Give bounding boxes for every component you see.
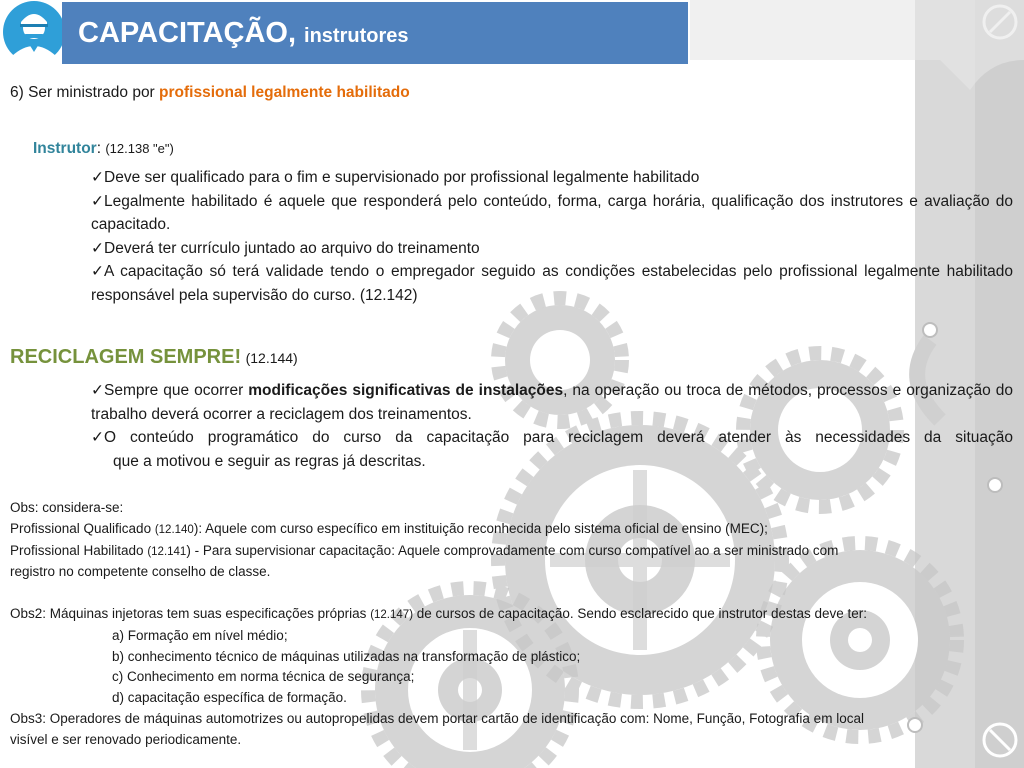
engineer-avatar-icon xyxy=(2,0,66,64)
obs3-line: Obs3: Operadores de máquinas automotrizes ou autopropelidas devem portar cartão de identificação com: Nome, Função, Fotografia em local xyxy=(10,710,864,726)
section-intro-prefix: 6) Ser ministrado por xyxy=(10,84,160,101)
obs-ref: (12.140 xyxy=(154,523,194,536)
section-intro xyxy=(10,84,410,102)
list-item xyxy=(91,237,1013,261)
instrutor-label: Instrutor xyxy=(33,140,97,157)
obs2-text: Obs2: Máquinas injetoras tem suas especificações próprias xyxy=(10,605,371,621)
list-item xyxy=(91,166,1013,190)
reciclagem-ref: (12.144) xyxy=(245,350,298,366)
obs3-line-cont: visível e ser renovado periodicamente. xyxy=(10,731,242,747)
obs2-text: de cursos de capacitação. Sendo esclarecido que instrutor destas deve ter: xyxy=(413,605,868,621)
obs-profissional-qualificado xyxy=(10,519,1010,541)
list-item-continuation xyxy=(91,450,1013,474)
check-icon: ✓ xyxy=(91,192,104,210)
bullet-text: A capacitação só terá validade tendo o empregador seguido as condições estabelecidas pelo profissional legalmente habilitado responsável pela supervisão do curso. (12.142) xyxy=(91,263,1013,304)
list-item xyxy=(91,426,1013,450)
instrutor-colon: : xyxy=(96,140,102,157)
instrutor-ref: (12.138 "e") xyxy=(105,141,174,156)
obs2-item: a) Formação em nível médio; xyxy=(112,627,288,643)
check-icon: ✓ xyxy=(91,239,104,257)
obs-label: Profissional Qualificado xyxy=(10,520,155,536)
instrutor-bullet-list xyxy=(91,166,1013,307)
instrutor-heading xyxy=(33,140,174,158)
reciclagem-bullet-list xyxy=(91,379,1013,473)
obs-title: Obs: considera-se: xyxy=(10,500,124,515)
list-item xyxy=(91,260,1013,307)
bullet-text: Deverá ter currículo juntado ao arquivo do treinamento xyxy=(104,239,480,257)
bullet-text: O conteúdo programático do curso da capacitação para reciclagem deverá atender às necessidades da situação xyxy=(104,429,1013,446)
obs2-line xyxy=(10,604,1010,626)
obs-profissional-habilitado-cont: registro no competente conselho de classe. xyxy=(10,564,271,580)
bullet-text: que a motivou e seguir as regras já descritas. xyxy=(113,452,426,470)
obs2-item: d) capacitação específica de formação. xyxy=(112,690,347,706)
bullet-text: Deve ser qualificado para o fim e supervisionado por profissional legalmente habilitado xyxy=(104,169,700,186)
check-icon: ✓ xyxy=(91,429,104,446)
obs2-item: b) conhecimento técnico de máquinas utilizadas na transformação de plástico; xyxy=(112,648,581,664)
obs-text: ): Aquele com curso específico em instituição reconhecida pelo sistema oficial de ensino (MEC); xyxy=(193,520,768,536)
check-icon: ✓ xyxy=(91,263,104,280)
bullet-text: Legalmente habilitado é aquele que responderá pelo conteúdo, forma, carga horária, qualificação dos instrutores e avaliação do capacitado. xyxy=(91,192,1013,233)
obs2-ref: (12.147) xyxy=(370,608,414,621)
check-icon: ✓ xyxy=(91,169,104,186)
obs2-item: c) Conhecimento em norma técnica de segurança; xyxy=(112,669,415,685)
bullet-bold-text: modificações significativas de instalações xyxy=(248,382,564,399)
spacer xyxy=(10,583,1010,604)
list-item xyxy=(91,379,1013,426)
obs-block xyxy=(10,498,1010,751)
check-icon: ✓ xyxy=(91,382,104,399)
obs-ref: (12.141 xyxy=(147,545,187,558)
obs-profissional-habilitado xyxy=(10,541,1010,563)
bullet-text: , na operação ou troca de métodos, processos e organização do trabalho deverá ocorrer a reciclagem dos treinamentos. xyxy=(91,382,1013,423)
obs-label: Profissional Habilitado xyxy=(10,542,148,558)
header-bar xyxy=(62,2,688,64)
list-item xyxy=(91,190,1013,237)
reciclagem-title: RECICLAGEM SEMPRE! xyxy=(10,346,242,368)
section-intro-highlight: profissional legalmente habilitado xyxy=(159,84,410,101)
page-title: CAPACITAÇÃO, instrutores xyxy=(78,16,409,49)
bullet-text: Sempre que ocorrer xyxy=(104,382,249,399)
reciclagem-heading xyxy=(10,346,298,369)
obs-text: ) - Para supervisionar capacitação: Aquele comprovadamente com curso compatível ao a ser ministrado com xyxy=(186,542,839,558)
page-subtitle: instrutores xyxy=(304,24,409,47)
